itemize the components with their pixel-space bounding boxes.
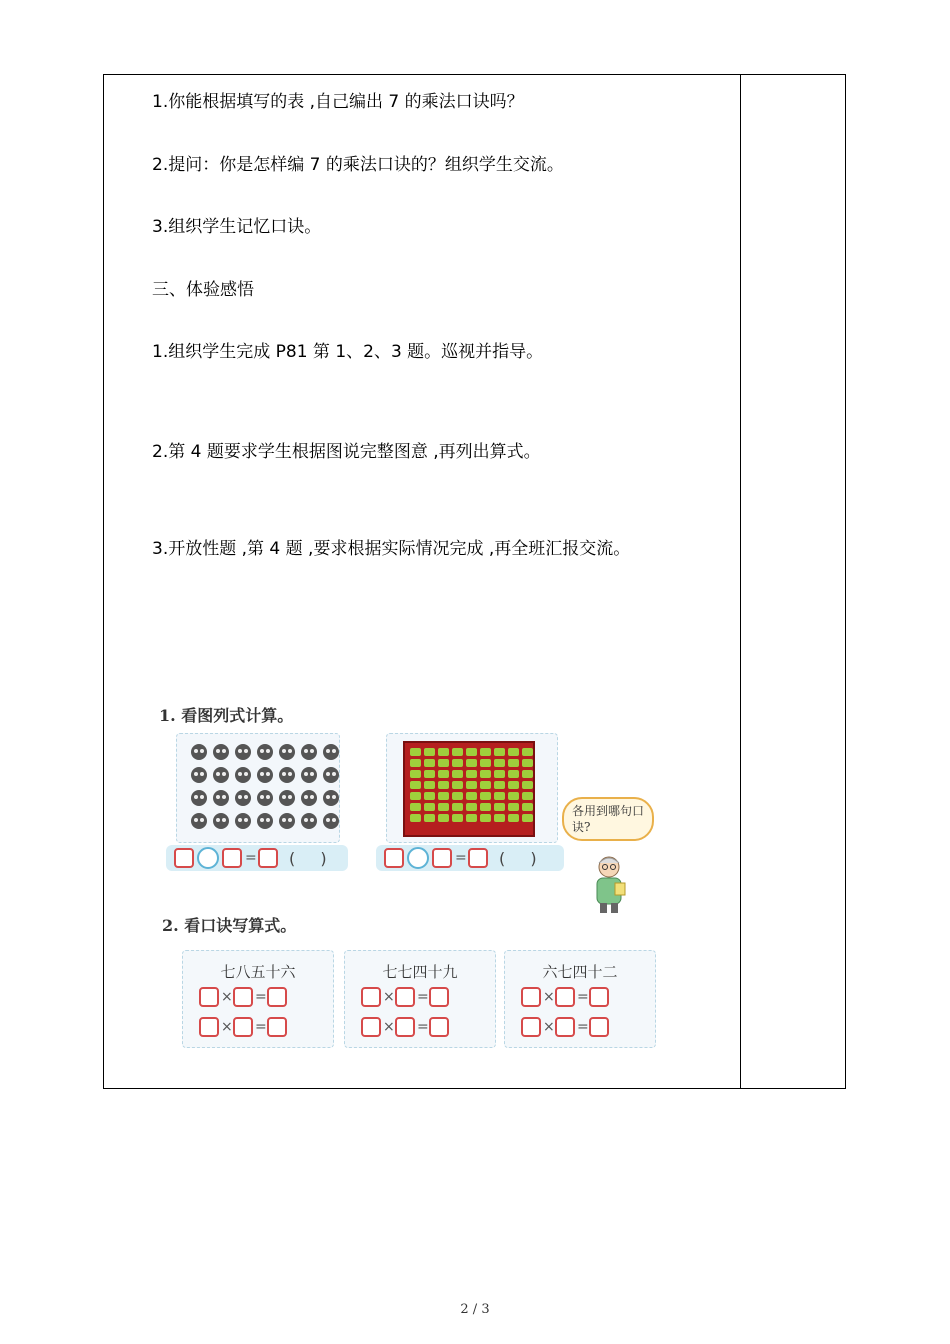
teacher-illustration: [584, 853, 634, 915]
green-dot-icon: [522, 814, 533, 822]
verse-card-3: [504, 950, 656, 1048]
answer-box[interactable]: [395, 1017, 415, 1037]
dot-grid: [410, 748, 533, 822]
speech-bubble: 各用到哪句口诀?: [562, 797, 654, 841]
verse-text: 七七四十九: [382, 963, 458, 981]
answer-box[interactable]: [233, 1017, 253, 1037]
green-dot-icon: [480, 792, 491, 800]
answer-box[interactable]: [267, 1017, 287, 1037]
green-dot-icon: [452, 748, 463, 756]
tiger-face-icon: [257, 767, 273, 783]
answer-box[interactable]: [429, 1017, 449, 1037]
text-line-7: 3.开放性题 ,第 4 题 ,要求根据实际情况完成 ,再全班汇报交流。: [152, 539, 631, 559]
green-dot-icon: [438, 748, 449, 756]
tiger-face-icon: [301, 790, 317, 806]
green-dot-icon: [494, 770, 505, 778]
text-line-6: 2.第 4 题要求学生根据图说完整图意 ,再列出算式。: [152, 442, 541, 462]
equation-row: [361, 987, 449, 1007]
green-dot-icon: [438, 781, 449, 789]
verse-text: 七八五十六: [220, 963, 296, 981]
answer-box[interactable]: [361, 987, 381, 1007]
equals-sign: =: [417, 989, 429, 1005]
equals-sign: =: [255, 1019, 267, 1035]
green-dot-icon: [438, 803, 449, 811]
green-dot-icon: [522, 792, 533, 800]
times-sign: ×: [383, 989, 395, 1005]
answer-box[interactable]: [589, 987, 609, 1007]
green-dot-icon: [508, 803, 519, 811]
green-dot-icon: [438, 770, 449, 778]
green-dot-icon: [480, 770, 491, 778]
answer-box[interactable]: [199, 987, 219, 1007]
verse-card-1: [182, 950, 334, 1048]
green-dot-icon: [424, 781, 435, 789]
tiger-face-icon: [301, 744, 317, 760]
answer-box[interactable]: [555, 987, 575, 1007]
green-dot-icon: [494, 792, 505, 800]
green-dot-icon: [480, 781, 491, 789]
green-dot-icon: [466, 803, 477, 811]
answer-box[interactable]: [589, 1017, 609, 1037]
green-dot-icon: [452, 770, 463, 778]
unit-parentheses: ( ): [499, 848, 547, 868]
tiger-face-icon: [191, 813, 207, 829]
verse-card-2: [344, 950, 496, 1048]
green-dot-icon: [480, 814, 491, 822]
tiger-face-icon: [279, 744, 295, 760]
green-dot-icon: [494, 748, 505, 756]
equation-row: [521, 987, 609, 1007]
green-dot-icon: [410, 792, 421, 800]
answer-box[interactable]: [555, 1017, 575, 1037]
green-dot-icon: [522, 759, 533, 767]
board-picture-card: [386, 733, 558, 843]
page-number: 2 / 3: [460, 1302, 490, 1317]
answer-box[interactable]: [233, 987, 253, 1007]
tiger-face-icon: [213, 790, 229, 806]
green-dot-icon: [452, 781, 463, 789]
equation-row: [521, 1017, 609, 1037]
equals-sign: =: [255, 989, 267, 1005]
green-dot-icon: [410, 814, 421, 822]
green-dot-icon: [494, 759, 505, 767]
green-dot-icon: [508, 781, 519, 789]
unit-parentheses: ( ): [289, 848, 337, 868]
equals-sign: =: [245, 850, 257, 866]
section-heading: 三、体验感悟: [152, 280, 254, 300]
green-dot-icon: [508, 814, 519, 822]
green-dot-icon: [424, 748, 435, 756]
tiger-face-icon: [279, 813, 295, 829]
equals-sign: =: [577, 1019, 589, 1035]
answer-bar-1: [166, 845, 348, 871]
green-dot-icon: [480, 803, 491, 811]
answer-box[interactable]: [199, 1017, 219, 1037]
green-dot-icon: [522, 770, 533, 778]
answer-box[interactable]: [258, 848, 278, 868]
tiger-face-icon: [323, 790, 339, 806]
tiger-face-icon: [323, 813, 339, 829]
operator-circle[interactable]: [197, 847, 219, 869]
equals-sign: =: [577, 989, 589, 1005]
green-dot-icon: [410, 748, 421, 756]
equation-row: [199, 1017, 287, 1037]
answer-box[interactable]: [395, 987, 415, 1007]
green-dot-icon: [466, 770, 477, 778]
green-dot-icon: [480, 748, 491, 756]
column-divider: [740, 75, 741, 1088]
equals-sign: =: [417, 1019, 429, 1035]
tiger-face-icon: [235, 744, 251, 760]
verse-text: 六七四十二: [542, 963, 618, 981]
times-sign: ×: [543, 1019, 555, 1035]
tiger-face-icon: [301, 767, 317, 783]
answer-box[interactable]: [521, 987, 541, 1007]
green-dot-icon: [424, 759, 435, 767]
green-dot-icon: [466, 781, 477, 789]
exercise-figure: [154, 693, 674, 1058]
tiger-face-icon: [191, 767, 207, 783]
tiger-face-icon: [257, 744, 273, 760]
green-dot-icon: [522, 781, 533, 789]
answer-box[interactable]: [384, 848, 404, 868]
green-dot-icon: [508, 759, 519, 767]
tiger-picture-card: [176, 733, 340, 843]
equation-row: [199, 987, 287, 1007]
green-dot-icon: [410, 803, 421, 811]
tiger-grid: [191, 744, 341, 829]
green-dot-icon: [522, 748, 533, 756]
exercise1-title: 1. 看图列式计算。: [159, 706, 294, 725]
answer-box[interactable]: [429, 987, 449, 1007]
answer-box[interactable]: [468, 848, 488, 868]
green-dot-icon: [466, 748, 477, 756]
times-sign: ×: [221, 989, 233, 1005]
times-sign: ×: [383, 1019, 395, 1035]
tiger-face-icon: [235, 813, 251, 829]
green-dot-icon: [410, 770, 421, 778]
answer-box[interactable]: [521, 1017, 541, 1037]
text-line-3: 3.组织学生记忆口诀。: [152, 217, 322, 237]
tiger-face-icon: [257, 790, 273, 806]
tiger-face-icon: [213, 767, 229, 783]
green-dot-icon: [466, 759, 477, 767]
tiger-face-icon: [323, 744, 339, 760]
text-line-5: 1.组织学生完成 P81 第 1、2、3 题。巡视并指导。: [152, 342, 544, 362]
green-dot-icon: [438, 814, 449, 822]
green-dot-icon: [508, 792, 519, 800]
tiger-face-icon: [235, 790, 251, 806]
times-sign: ×: [543, 989, 555, 1005]
answer-box[interactable]: [267, 987, 287, 1007]
green-dot-icon: [494, 781, 505, 789]
answer-box[interactable]: [361, 1017, 381, 1037]
green-dot-icon: [424, 803, 435, 811]
exercise2-title: 2. 看口诀写算式。: [162, 916, 297, 935]
red-board: [403, 741, 535, 837]
answer-box[interactable]: [432, 848, 452, 868]
green-dot-icon: [494, 803, 505, 811]
text-line-2: 2.提问：你是怎样编 7 的乘法口诀的？组织学生交流。: [152, 155, 564, 175]
green-dot-icon: [522, 803, 533, 811]
tiger-face-icon: [279, 767, 295, 783]
tiger-face-icon: [257, 813, 273, 829]
tiger-face-icon: [191, 744, 207, 760]
times-sign: ×: [221, 1019, 233, 1035]
tiger-face-icon: [279, 790, 295, 806]
green-dot-icon: [508, 748, 519, 756]
answer-box[interactable]: [222, 848, 242, 868]
green-dot-icon: [480, 759, 491, 767]
tiger-face-icon: [191, 790, 207, 806]
green-dot-icon: [466, 814, 477, 822]
green-dot-icon: [424, 770, 435, 778]
green-dot-icon: [438, 759, 449, 767]
tiger-face-icon: [323, 767, 339, 783]
green-dot-icon: [452, 759, 463, 767]
green-dot-icon: [410, 781, 421, 789]
green-dot-icon: [410, 759, 421, 767]
green-dot-icon: [494, 814, 505, 822]
green-dot-icon: [466, 792, 477, 800]
tiger-face-icon: [213, 813, 229, 829]
equation-row: [361, 1017, 449, 1037]
lesson-table: [103, 74, 846, 1089]
tiger-face-icon: [213, 744, 229, 760]
tiger-face-icon: [301, 813, 317, 829]
green-dot-icon: [452, 814, 463, 822]
answer-box[interactable]: [174, 848, 194, 868]
green-dot-icon: [508, 770, 519, 778]
green-dot-icon: [452, 792, 463, 800]
operator-circle[interactable]: [407, 847, 429, 869]
green-dot-icon: [424, 814, 435, 822]
equals-sign: =: [455, 850, 467, 866]
green-dot-icon: [424, 792, 435, 800]
text-line-1: 1.你能根据填写的表 ,自己编出 7 的乘法口诀吗？: [152, 92, 524, 112]
tiger-face-icon: [235, 767, 251, 783]
answer-bar-2: [376, 845, 564, 871]
green-dot-icon: [438, 792, 449, 800]
green-dot-icon: [452, 803, 463, 811]
